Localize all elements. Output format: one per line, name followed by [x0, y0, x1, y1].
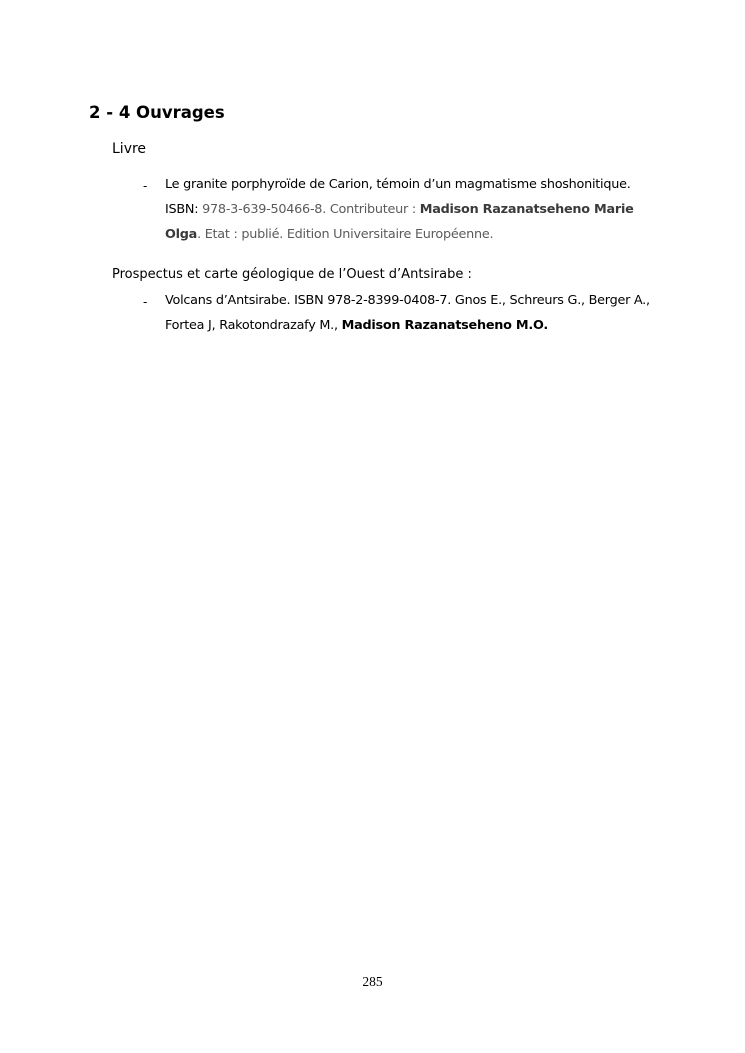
publication-status: . Etat : publié. Edition Universitaire Européenne. [197, 227, 494, 242]
isbn-label: ISBN: [165, 202, 203, 217]
prospectus-authors: Fortea J, Rakotondrazafy M., [165, 318, 342, 333]
page-number: 285 [362, 974, 383, 989]
livre-isbn-line [165, 202, 634, 218]
prospectus-bullet: - [143, 295, 148, 309]
isbn-value: 978-3-639-50466-8. [202, 202, 327, 217]
livre-status-line [165, 227, 493, 243]
prospectus-author-highlight: Madison Razanatseheno M.O. [341, 318, 548, 333]
livre-bullet: - [143, 179, 148, 193]
contributor-label: Contributeur : [326, 202, 420, 217]
author-name-continued: Olga [165, 227, 198, 242]
section-title: 2 - 4 Ouvrages [89, 103, 225, 122]
livre-title-line: Le granite porphyroïde de Carion, témoin d’un magmatisme shoshonitique. [165, 177, 631, 192]
prospectus-line-2 [165, 318, 548, 334]
author-name: Madison Razanatseheno Marie [419, 202, 634, 217]
prospectus-heading: Prospectus et carte géologique de l’Ouest d’Antsirabe : [112, 267, 472, 282]
livre-heading: Livre [112, 141, 147, 157]
prospectus-line-1: Volcans d’Antsirabe. ISBN 978-2-8399-0408-7. Gnos E., Schreurs G., Berger A., [165, 293, 650, 308]
